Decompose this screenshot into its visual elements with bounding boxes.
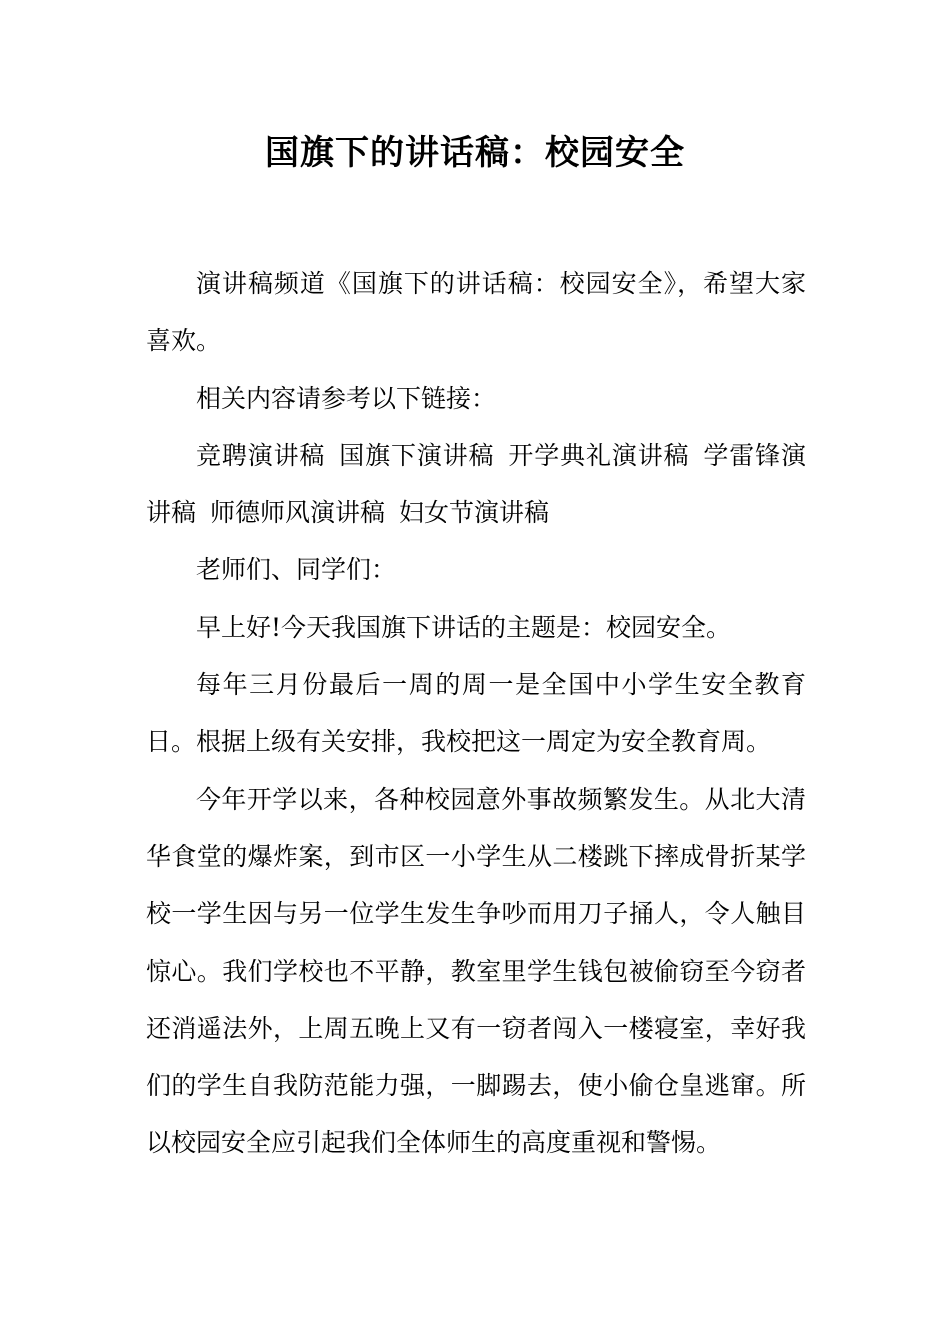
- intro-paragraph: 演讲稿频道《国旗下的讲话稿：校园安全》，希望大家喜欢。: [146, 269, 806, 356]
- opening-line: 早上好!今天我国旗下讲话的主题是：校园安全。: [196, 612, 732, 642]
- link-opening-ceremony-speech[interactable]: 开学典礼演讲稿: [508, 440, 690, 470]
- related-links-label: 相关内容请参考以下链接：: [196, 383, 497, 413]
- link-teacher-ethics-speech[interactable]: 师德师风演讲稿: [210, 498, 386, 528]
- link-flag-speech[interactable]: 国旗下演讲稿: [339, 440, 495, 470]
- greeting-line: 老师们、同学们：: [196, 555, 397, 585]
- body-paragraph-1: 每年三月份最后一周的周一是全国中小学生安全教育日。根据上级有关安排，我校把这一周定为安全教育周。: [146, 670, 806, 757]
- related-links-list: [146, 427, 806, 542]
- body-paragraph-2: 今年开学以来，各种校园意外事故频繁发生。从北大清华食堂的爆炸案，到市区一小学生从二楼跳下摔成骨折某学校一学生因与另一位学生发生争吵而用刀子捅人，令人触目惊心。我们学校也不平静，教室里学生钱包被偷窃至今窃者还消遥法外，上周五晚上又有一窃者闯入一楼寝室，幸好我们的学生自我防范能力强，一脚踢去，使小偷仓皇逃窜。所以校园安全应引起我们全体师生的高度重视和警惕。: [146, 784, 806, 1158]
- link-learn-lei-feng-speech[interactable]: 学雷锋演讲稿: [146, 440, 806, 528]
- link-competition-speech[interactable]: 竞聘演讲稿: [196, 440, 326, 470]
- document-body: [146, 255, 806, 1172]
- link-womens-day-speech[interactable]: 妇女节演讲稿: [399, 498, 550, 528]
- document-title: 国旗下的讲话稿：校园安全: [265, 133, 685, 173]
